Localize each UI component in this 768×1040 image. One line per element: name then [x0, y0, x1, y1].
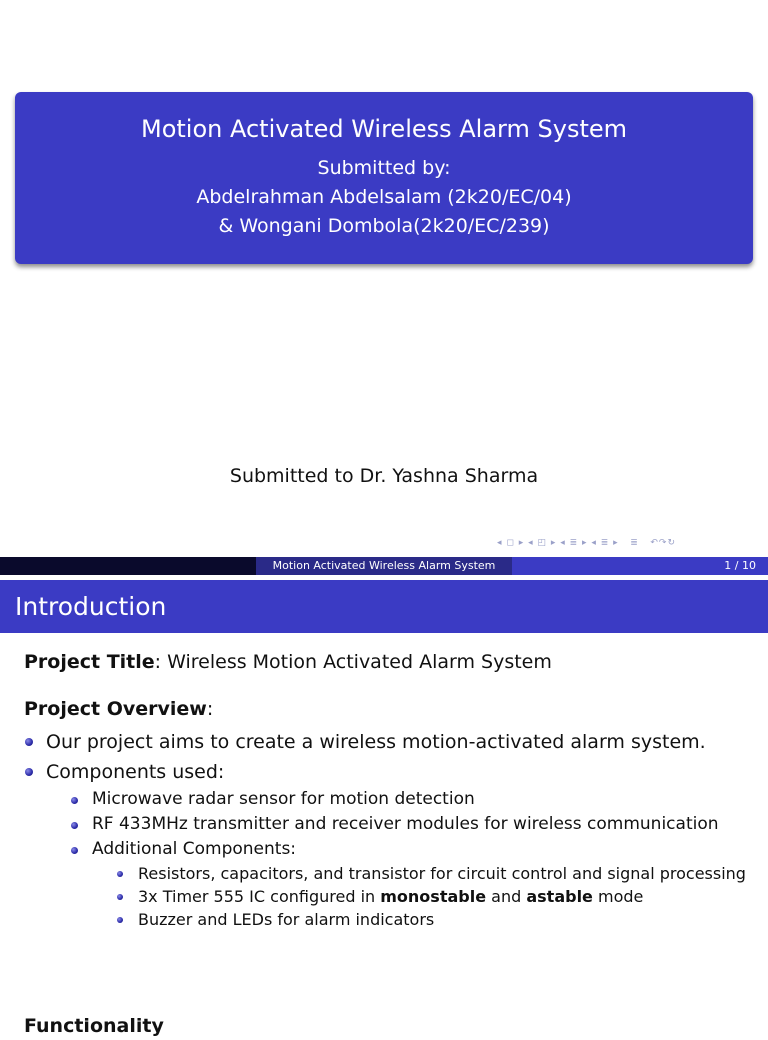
presentation-title: Motion Activated Wireless Alarm System [141, 115, 627, 143]
overview-colon: : [206, 698, 214, 720]
footer-title: Motion Activated Wireless Alarm System [256, 557, 512, 575]
list-item [24, 727, 754, 757]
list-item [116, 862, 754, 885]
author-2: & Wongani Dombola(2k20/EC/239) [218, 215, 550, 237]
timer-prefix: 3x Timer 555 IC configured in [138, 887, 381, 906]
timer-astable: astable [526, 887, 593, 906]
timer-monostable: monostable [380, 887, 487, 906]
submitted-by-label: Submitted by: [317, 157, 451, 179]
functionality-heading: Functionality [24, 1015, 164, 1037]
resistors-text: Resistors, capacitors, and transistor for circuit control and signal processing [138, 864, 746, 883]
components-label: Components used: [46, 761, 225, 783]
footer-page-number [512, 557, 768, 575]
list-item [70, 812, 754, 837]
overview-label: Project Overview [24, 698, 207, 720]
list-item [116, 908, 754, 931]
overview-line [24, 695, 754, 723]
timer-and: and [486, 887, 527, 906]
list-item [70, 837, 754, 931]
footer-author [0, 557, 256, 575]
list-item [70, 787, 754, 812]
additional-list [116, 862, 754, 931]
list-item [116, 885, 754, 908]
components-list [70, 787, 754, 931]
buzzer-text: Buzzer and LEDs for alarm indicators [138, 910, 435, 929]
overview-list [24, 727, 754, 931]
frame-title: Introduction [15, 592, 167, 621]
project-title-value: : Wireless Motion Activated Alarm System [154, 651, 552, 673]
aim-text: Our project aims to create a wireless motion-activated alarm system. [46, 731, 706, 753]
submitted-to: Submitted to Dr. Yashna Sharma [229, 465, 539, 487]
beamer-navigation-icons[interactable]: ◂ ◻ ▸ ◂ ◰ ▸ ◂ ≣ ▸ ◂ ≣ ▸ ≣ ↶↷↻ [497, 538, 676, 548]
slide-content [24, 648, 754, 931]
rf-text: RF 433MHz transmitter and receiver modules for wireless communication [92, 814, 719, 834]
page-number: 1 / 10 [724, 559, 756, 572]
additional-label: Additional Components: [92, 839, 297, 859]
author-1: Abdelrahman Abdelsalam (2k20/EC/04) [196, 186, 572, 208]
timer-suffix: mode [592, 887, 644, 906]
radar-text: Microwave radar sensor for motion detection [92, 789, 475, 809]
footer-bar [0, 557, 768, 575]
project-title-label: Project Title [24, 651, 155, 673]
project-title-line [24, 648, 754, 676]
list-item [24, 757, 754, 931]
frame-title-bar [0, 580, 768, 633]
